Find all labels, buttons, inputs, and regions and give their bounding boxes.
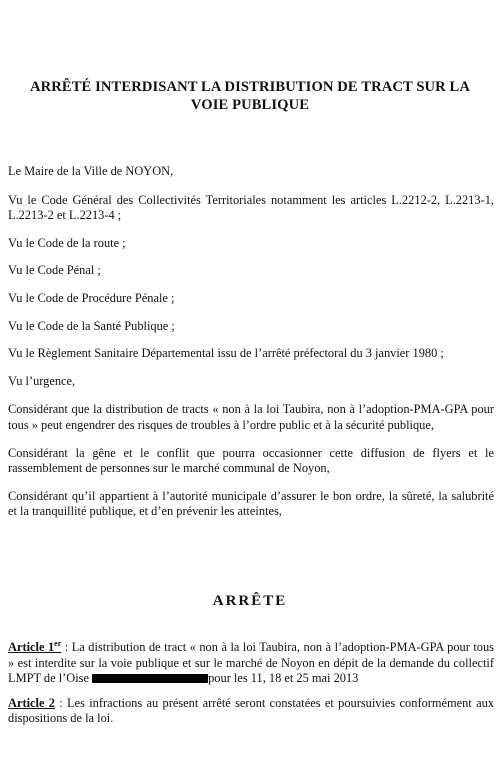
paragraph-sante-publique: Vu le Code de la Santé Publique ; [8, 318, 175, 333]
article-2 [8, 696, 494, 727]
paragraph-reglement-sanitaire: Vu le Règlement Sanitaire Départemental issu de l’arrêté préfectoral du 3 janvier 1980 ; [8, 346, 444, 361]
paragraph-urgence: Vu l’urgence, [8, 373, 76, 388]
articles [8, 640, 494, 736]
article-1-text-end: pour les 11, 18 et 25 mai 2013 [208, 671, 359, 686]
paragraph-code-penal: Vu le Code Pénal ; [8, 263, 101, 278]
document-title: ARRÊTÉ INTERDISANT LA DISTRIBUTION DE TRACT SUR LA VOIE PUBLIQUE [29, 79, 471, 113]
article-1-text: : La distribution de tract « non à la loi Taubira, non à l’adoption-PMA-GPA pour tous » est interdite sur la voie publique et sur le marché de Noyon en dépit de la demande du collectif LMPT de l’Oise [8, 640, 494, 686]
article-2-label: Article 2 [8, 695, 55, 710]
article-2-text: : Les infractions au présent arrêté seront constatées et poursuivies conformément aux dispositions de la loi. [8, 695, 494, 726]
paragraph-mayor: Le Maire de la Ville de NOYON, [8, 164, 174, 178]
paragraph-code-route: Vu le Code de la route ; [8, 235, 126, 250]
paragraph-procedure-penale: Vu le Code de Procédure Pénale ; [8, 290, 175, 305]
arrete-heading: ARRÊTE [212, 593, 288, 609]
preamble [8, 164, 494, 529]
paragraph-considerant-tracts: Considérant que la distribution de tracts « non à la loi Taubira, non à l’adoption-PMA-GPA pour tous » peut engendrer des risques de troubles à l’ordre public et à la sécurité publique, [8, 402, 494, 432]
article-1 [8, 640, 494, 687]
paragraph-considerant-gene: Considérant la gêne et le conflit que pourra occasionner cette diffusion de flyers et le rassemblement de personnes sur le marché communal de Noyon, [8, 445, 494, 476]
paragraph-cgct: Vu le Code Général des Collectivités Territoriales notamment les articles L.2212-2, L.2213-1, L.2213-2 et L.2213-4 ; [8, 192, 494, 223]
redaction-bar [92, 674, 208, 683]
article-1-label: Article 1er [8, 639, 62, 654]
paragraph-considerant-autorite: Considérant qu’il appartient à l’autorité municipale d’assurer le bon ordre, la sûreté, la salubrité et la tranquillité publique, et d’en prévenir les atteintes, [8, 488, 494, 519]
